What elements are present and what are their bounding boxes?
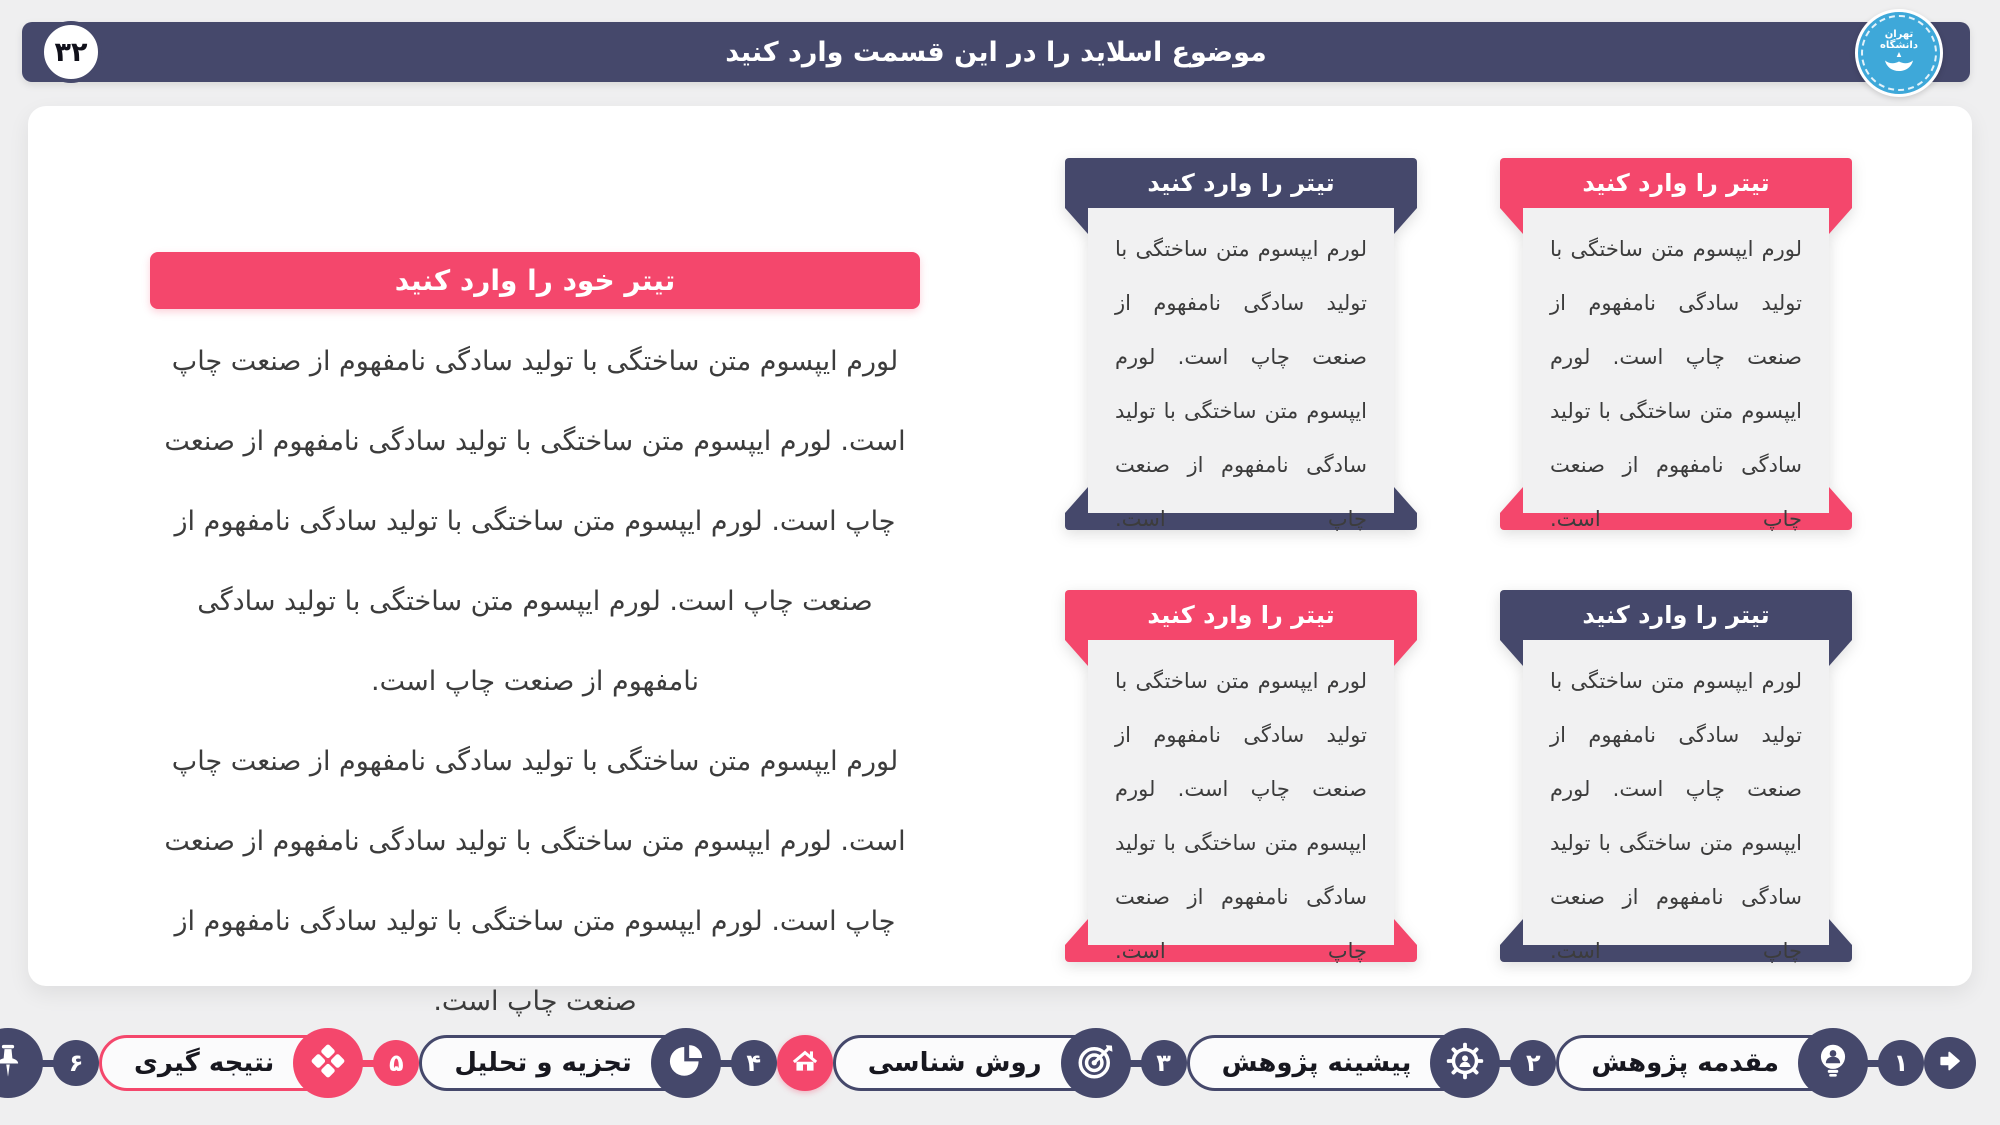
ribbon-fold xyxy=(1065,640,1088,666)
ribbon-fold xyxy=(1394,487,1417,513)
logo-ring xyxy=(1861,15,1937,91)
ribbon-fold xyxy=(1394,919,1417,945)
card-top-right xyxy=(1500,158,1852,530)
bottom-navigation xyxy=(24,1024,1976,1102)
nav-item-suggestions[interactable] xyxy=(0,1028,99,1098)
slide-title: موضوع اسلاید را در این قسمت وارد کنید xyxy=(725,36,1267,68)
home-icon xyxy=(789,1045,821,1081)
nav-label: نتیجه گیری xyxy=(134,1048,275,1078)
ribbon-fold xyxy=(1500,919,1523,945)
pushpin-icon xyxy=(0,1040,29,1086)
nav-step-number: ۵ xyxy=(373,1040,419,1086)
nav-step-number: ۲ xyxy=(1510,1040,1556,1086)
card-title: تیتر را وارد کنید xyxy=(1582,601,1770,629)
card-body: لورم ایپسوم متن ساختگی با تولید سادگی نامفهوم از صنعت چاپ است. لورم ایپسوم متن ساختگی با تولید سادگی نامفهوم از صنعت چاپ است. xyxy=(1523,640,1829,945)
university-logo xyxy=(1855,9,1943,97)
card-body: لورم ایپسوم متن ساختگی با تولید سادگی نامفهوم از صنعت چاپ است. لورم ایپسوم متن ساختگی با تولید سادگی نامفهوم از صنعت چاپ است. xyxy=(1088,208,1394,513)
left-paragraph-1: لورم ایپسوم متن ساختگی با تولید سادگی نامفهوم از صنعت چاپ است. لورم ایپسوم متن ساختگی با تولید سادگی نامفهوم از صنعت چاپ است. لورم ایپسوم متن ساختگی با تولید سادگی نامفهوم از صنعت چاپ است. لورم ایپسوم متن ساختگی با تولید سادگی نامفهوم از صنعت چاپ است. xyxy=(164,346,906,697)
card-title: تیتر را وارد کنید xyxy=(1147,169,1335,197)
ribbon-fold xyxy=(1394,640,1417,666)
card-header[interactable] xyxy=(1065,158,1417,208)
card-header[interactable] xyxy=(1500,590,1852,640)
left-paragraph-2: لورم ایپسوم متن ساختگی با تولید سادگی نامفهوم از صنعت چاپ است. لورم ایپسوم متن ساختگی با تولید سادگی نامفهوم از صنعت چاپ است. لورم ایپسوم متن ساختگی با تولید سادگی نامفهوم از صنعت چاپ است. xyxy=(164,746,906,1017)
puzzle-icon xyxy=(307,1040,349,1086)
ribbon-fold xyxy=(1065,208,1088,234)
nav-icon-circle[interactable] xyxy=(0,1028,43,1098)
left-section-title-bar[interactable] xyxy=(150,252,920,309)
pie-chart-icon xyxy=(665,1040,707,1086)
nav-label: مقدمه پژوهش xyxy=(1591,1048,1779,1078)
nav-step-number: ۱ xyxy=(1878,1040,1924,1086)
nav-icon-circle[interactable] xyxy=(651,1028,721,1098)
card-bottom-right xyxy=(1500,590,1852,962)
ribbon-fold xyxy=(1500,640,1523,666)
nav-step-number: ۶ xyxy=(53,1040,99,1086)
logo-text-line1: تهران xyxy=(1884,29,1914,40)
ribbon-fold xyxy=(1500,487,1523,513)
logo-text-line2: دانشگاه xyxy=(1880,40,1918,51)
nav-step-number: ۳ xyxy=(1141,1040,1187,1086)
nav-item-conclusion[interactable] xyxy=(99,1028,419,1098)
next-slide-button[interactable] xyxy=(1924,1037,1976,1089)
gear-user-icon xyxy=(1444,1040,1486,1086)
home-button[interactable] xyxy=(777,1035,833,1091)
target-dart-icon xyxy=(1075,1040,1117,1086)
nav-item-methodology[interactable] xyxy=(833,1028,1187,1098)
left-section-text xyxy=(150,322,920,1042)
ribbon-fold xyxy=(1829,640,1852,666)
page-number-badge xyxy=(40,21,102,83)
nav-label: پیشینه پژوهش xyxy=(1221,1048,1412,1078)
card-bottom-left xyxy=(1065,590,1417,962)
nav-icon-circle[interactable] xyxy=(1430,1028,1500,1098)
nav-item-introduction[interactable] xyxy=(1556,1028,1924,1098)
page-number: ۳۲ xyxy=(54,36,88,68)
lightbulb-person-icon xyxy=(1812,1040,1854,1086)
nav-label: تجزیه و تحلیل xyxy=(454,1048,632,1078)
nav-step-number: ۴ xyxy=(731,1040,777,1086)
nav-icon-circle[interactable] xyxy=(1061,1028,1131,1098)
left-section-title: تیتر خود را وارد کنید xyxy=(394,264,676,297)
card-title: تیتر را وارد کنید xyxy=(1147,601,1335,629)
card-body: لورم ایپسوم متن ساختگی با تولید سادگی نامفهوم از صنعت چاپ است. لورم ایپسوم متن ساختگی با تولید سادگی نامفهوم از صنعت چاپ است. xyxy=(1088,640,1394,945)
nav-label: روش شناسی xyxy=(867,1048,1042,1078)
arrow-right-icon xyxy=(1935,1046,1965,1080)
ribbon-fold xyxy=(1829,919,1852,945)
ribbon-fold xyxy=(1394,208,1417,234)
ribbon-fold xyxy=(1065,487,1088,513)
nav-item-analysis[interactable] xyxy=(419,1028,776,1098)
card-header[interactable] xyxy=(1065,590,1417,640)
card-body: لورم ایپسوم متن ساختگی با تولید سادگی نامفهوم از صنعت چاپ است. لورم ایپسوم متن ساختگی با تولید سادگی نامفهوم از صنعت چاپ است. xyxy=(1523,208,1829,513)
ribbon-fold xyxy=(1829,208,1852,234)
ribbon-fold xyxy=(1065,919,1088,945)
top-bar xyxy=(22,22,1970,82)
card-title: تیتر را وارد کنید xyxy=(1582,169,1770,197)
card-top-left xyxy=(1065,158,1417,530)
card-header[interactable] xyxy=(1500,158,1852,208)
ribbon-fold xyxy=(1829,487,1852,513)
nav-item-background[interactable] xyxy=(1187,1028,1557,1098)
ribbon-fold xyxy=(1500,208,1523,234)
nav-icon-circle[interactable] xyxy=(1798,1028,1868,1098)
nav-icon-circle[interactable] xyxy=(293,1028,363,1098)
